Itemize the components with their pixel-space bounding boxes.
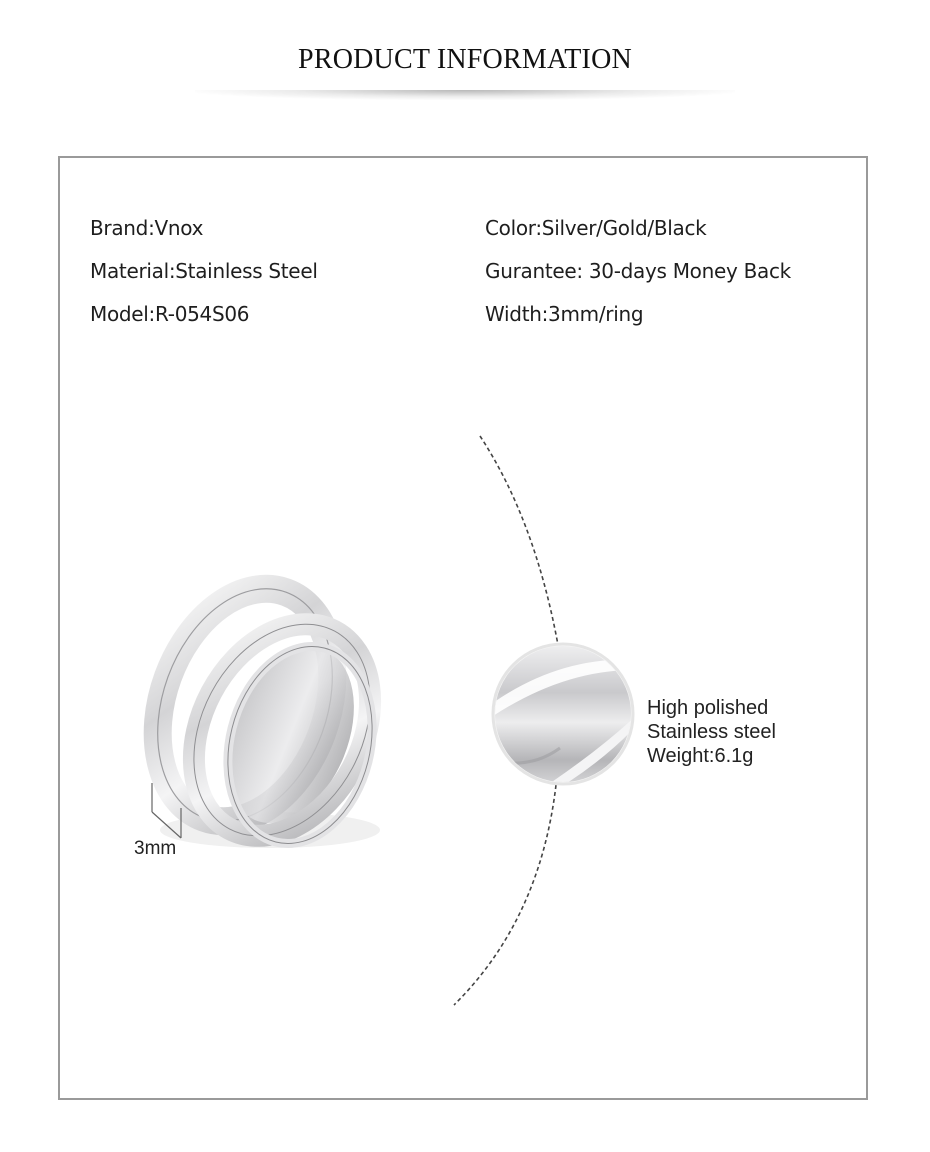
spec-width: Width:3mm/ring	[485, 302, 644, 326]
spec-guarantee: Gurantee: 30-days Money Back	[485, 259, 791, 283]
callout-line-material: Stainless steel	[647, 721, 776, 743]
detail-callout	[647, 696, 776, 768]
dashed-arc-lower	[454, 785, 556, 1005]
spec-material: Material:Stainless Steel	[90, 259, 318, 283]
dashed-arc-upper	[480, 436, 558, 645]
page-title: PRODUCT INFORMATION	[298, 44, 632, 75]
callout-line-weight: Weight:6.1g	[647, 745, 754, 767]
zoom-detail-icon	[490, 640, 640, 790]
spec-model: Model:R-054S06	[90, 302, 250, 326]
spec-brand: Brand:Vnox	[90, 216, 204, 240]
callout-line-finish: High polished	[647, 697, 769, 719]
dimension-label: 3mm	[134, 838, 177, 859]
spec-color: Color:Silver/Gold/Black	[485, 216, 707, 240]
